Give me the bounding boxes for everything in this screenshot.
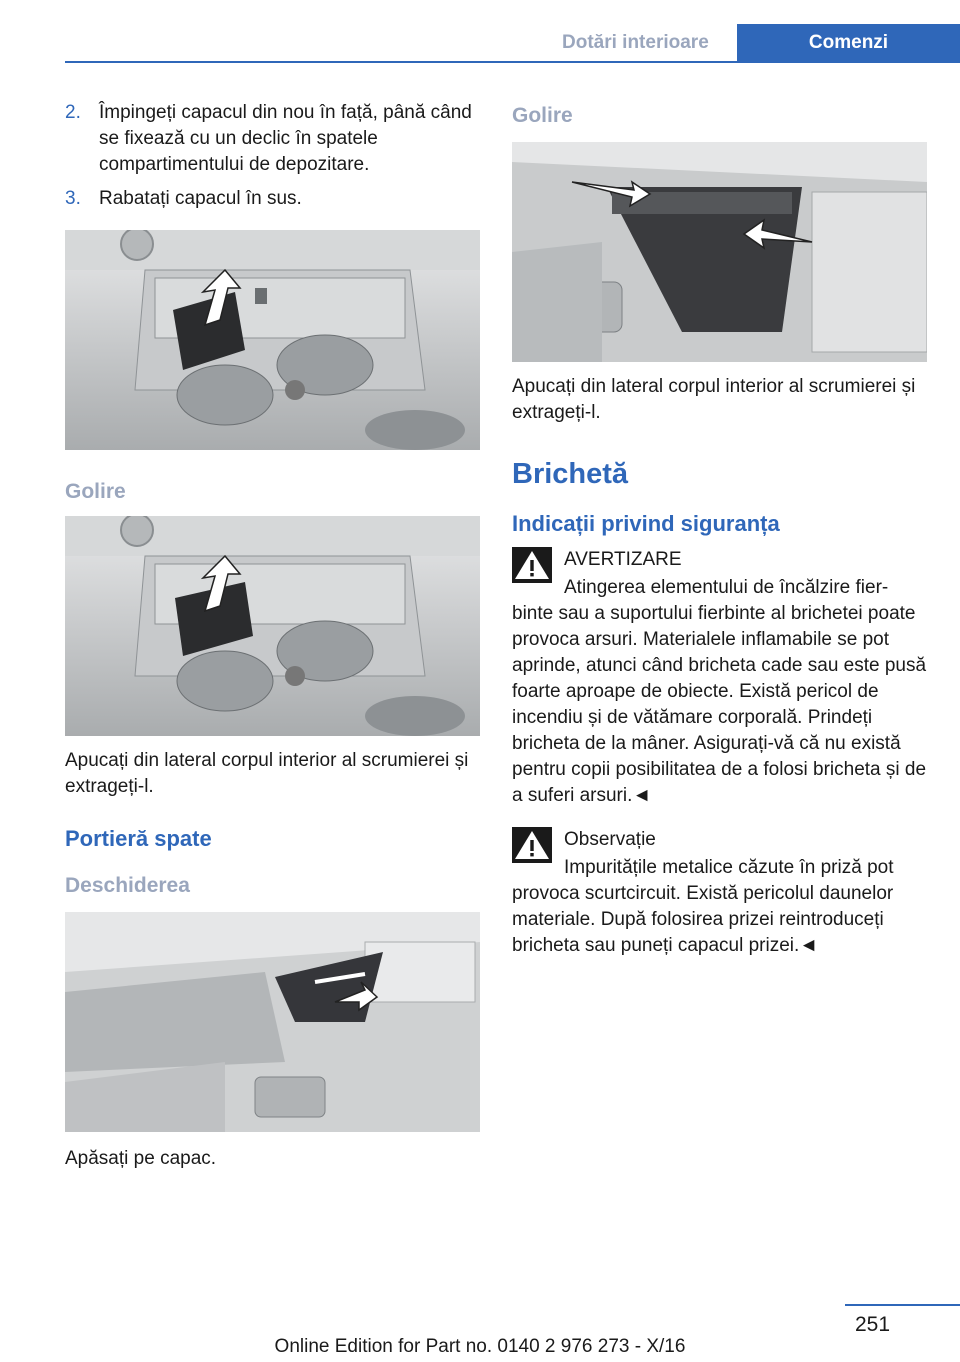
page-number: 251	[855, 1313, 891, 1336]
opening-heading: Deschiderea	[65, 874, 190, 897]
page-header	[0, 0, 960, 62]
left-column	[65, 100, 483, 1172]
rear-door-figure	[65, 912, 480, 1132]
section-title: Dotări interioare	[562, 32, 709, 53]
warning-triangle-icon	[512, 827, 552, 863]
header-rule	[65, 61, 960, 63]
warning-triangle-icon	[512, 547, 552, 583]
warning-first-line: Atingerea elementului de încălzire fier-	[564, 577, 889, 598]
step-text: Rabatați capacul în sus.	[99, 188, 302, 209]
notice-label: Observație	[564, 829, 656, 850]
edition-footer: Online Edition for Part no. 0140 2 976 273 - X/16	[274, 1336, 686, 1357]
warning-label: AVERTIZARE	[564, 549, 682, 570]
step-number: 2.	[65, 102, 81, 123]
opening-text: Apăsați pe capac.	[65, 1148, 217, 1169]
golire-text-right: Apucați din lateral corpul interior al scrumierei și extrageți-l.	[512, 376, 916, 423]
step-text: Împingeți capacul din nou în față, până când se fixează cu un declic în spatele compartimentului de depozitare.	[99, 102, 472, 175]
notice-text: provoca scurtcircuit. Există pericolul daunelor materiale. După folosirea prizei reintroduceți bricheta sau puneți capacul prizei.◄	[512, 883, 894, 956]
lighter-heading: Brichetă	[512, 458, 629, 490]
golire-heading-left: Golire	[65, 480, 126, 503]
rear-door-heading: Portieră spate	[65, 826, 212, 851]
golire-text-left: Apucați din lateral corpul interior al scrumierei și extrageți-l.	[65, 750, 469, 797]
notice-box	[512, 827, 930, 959]
safety-heading: Indicații privind siguranța	[512, 511, 780, 536]
step-3	[65, 186, 483, 212]
step-number: 3.	[65, 188, 81, 209]
warning-box	[512, 547, 930, 809]
console-ashtray-figure	[65, 230, 480, 450]
golire-heading-right: Golire	[512, 104, 573, 127]
warning-text: binte sau a suportului fierbinte al brichetei poate provoca arsuri. Materialele inflamabile se pot aprinde, atunci când bricheta cade sau este pusă foarte aproape de obiecte. Există pericol de incendiu și de vătămare corporală. Prindeți bricheta de la mâner. Asigurați-vă că nu există pentru copii posibilitatea de a folosi bricheta și de a suferi arsuri.◄	[512, 603, 927, 806]
ashtray-insert-figure	[65, 516, 480, 736]
footer-rule	[845, 1304, 960, 1306]
step-2	[65, 100, 483, 178]
right-column	[512, 100, 930, 959]
chapter-tab: Comenzi	[737, 24, 960, 62]
notice-first-line: Impuritățile metalice căzute în priză pot	[564, 857, 894, 878]
ashtray-body-figure	[512, 142, 927, 362]
